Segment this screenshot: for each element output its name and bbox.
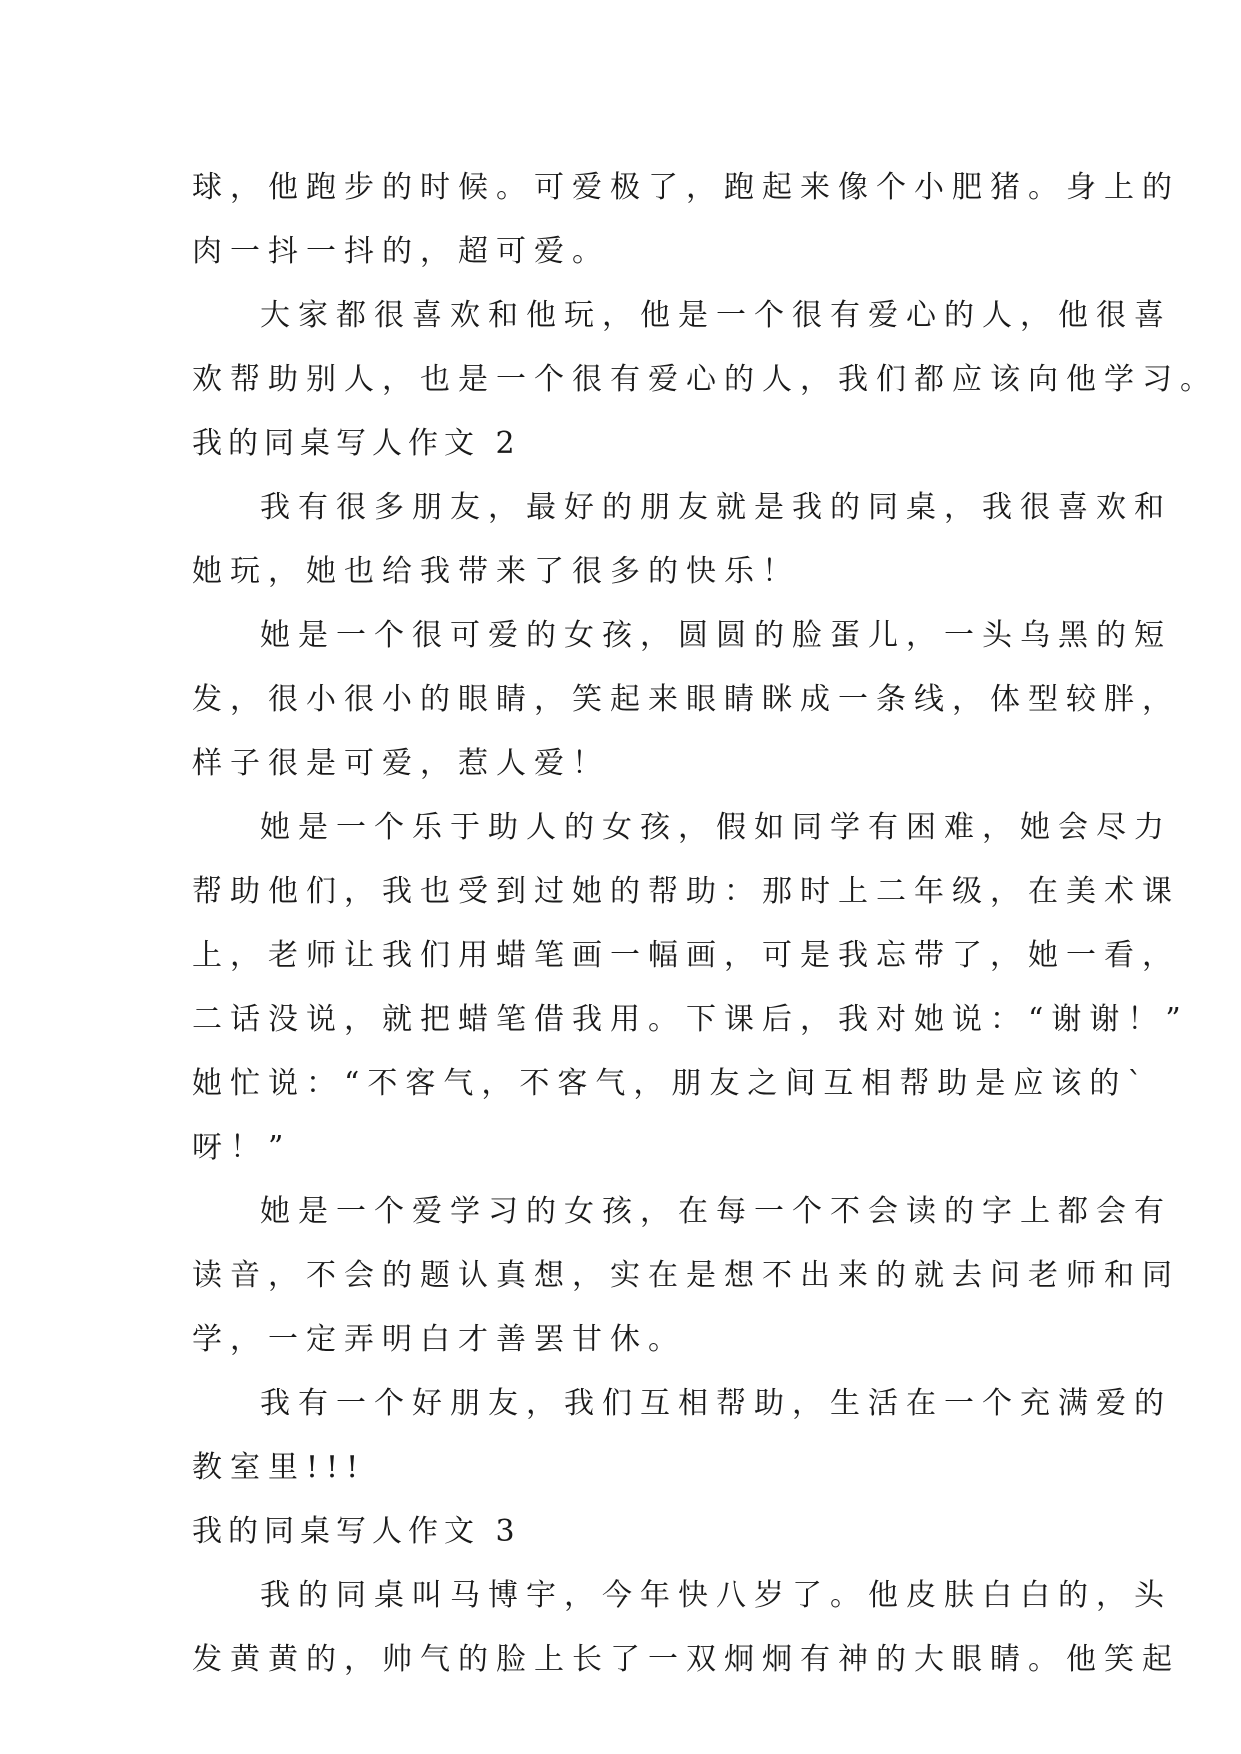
text-line: 欢帮助别人，也是一个很有爱心的人，我们都应该向他学习。 (192, 362, 1218, 397)
text-line: 帮助他们，我也受到过她的帮助：那时上二年级，在美术课 (192, 874, 1180, 909)
section-heading: 我的同桌写人作文 3 (192, 1514, 521, 1549)
text-line: 学，一定弄明白才善罢甘休。 (192, 1322, 686, 1357)
paragraph-start-line: 我有很多朋友，最好的朋友就是我的同桌，我很喜欢和 (260, 490, 1172, 525)
paragraph-start-line: 我有一个好朋友，我们互相帮助，生活在一个充满爱的 (260, 1386, 1172, 1421)
text-line: 球，他跑步的时候。可爱极了，跑起来像个小肥猪。身上的 (192, 170, 1180, 205)
document-page (192, 156, 1218, 1692)
paragraph-start-line: 她是一个很可爱的女孩，圆圆的脸蛋儿，一头乌黑的短 (260, 618, 1172, 653)
paragraph-start-line: 我的同桌叫马博宇，今年快八岁了。他皮肤白白的，头 (260, 1578, 1172, 1613)
paragraph-start-line: 大家都很喜欢和他玩，他是一个很有爱心的人，他很喜 (260, 298, 1172, 333)
text-line: 呀！” (192, 1130, 292, 1165)
section-heading: 我的同桌写人作文 2 (192, 426, 521, 461)
text-line: 她玩，她也给我带来了很多的快乐！ (192, 554, 800, 589)
text-line: 教室里!!! (192, 1450, 367, 1485)
text-line: 上，老师让我们用蜡笔画一幅画，可是我忘带了，她一看， (192, 938, 1180, 973)
text-line: 样子很是可爱，惹人爱！ (192, 746, 610, 781)
text-line: 肉一抖一抖的，超可爱。 (192, 234, 610, 269)
text-line: 发黄黄的，帅气的脸上长了一双炯炯有神的大眼睛。他笑起 (192, 1642, 1180, 1677)
text-line: 读音，不会的题认真想，实在是想不出来的就去问老师和同 (192, 1258, 1180, 1293)
text-line: 她忙说：“不客气，不客气，朋友之间互相帮助是应该的` (192, 1066, 1151, 1101)
text-line: 二话没说，就把蜡笔借我用。下课后，我对她说：“谢谢！” (192, 1002, 1189, 1037)
paragraph-start-line: 她是一个乐于助人的女孩，假如同学有困难，她会尽力 (260, 810, 1172, 845)
paragraph-start-line: 她是一个爱学习的女孩，在每一个不会读的字上都会有 (260, 1194, 1172, 1229)
text-line: 发，很小很小的眼睛，笑起来眼睛眯成一条线，体型较胖， (192, 682, 1180, 717)
